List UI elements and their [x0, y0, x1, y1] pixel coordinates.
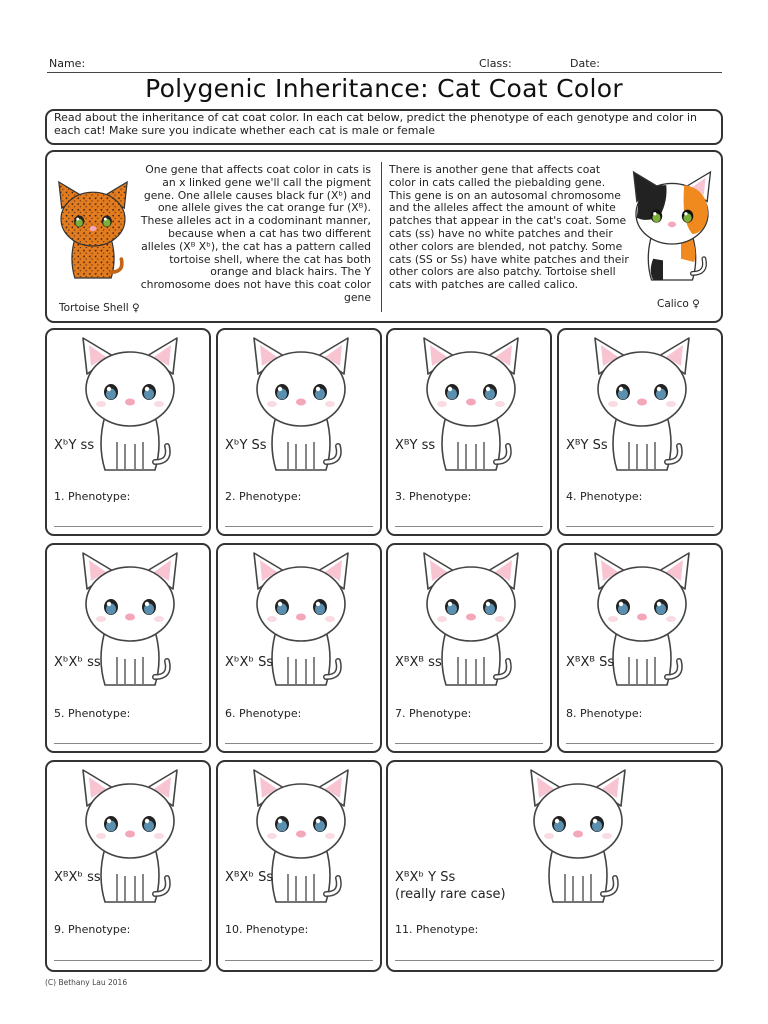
class-label: Class:: [479, 57, 512, 70]
cat-outline-icon: [416, 334, 526, 474]
rare-case-note: (really rare case): [395, 887, 506, 902]
cat-cell-10: [216, 760, 382, 972]
cat-outline-icon: [246, 766, 356, 906]
phenotype-label: 10. Phenotype:: [225, 923, 309, 936]
genotype-label: XᵇY ss: [54, 438, 95, 453]
calico-caption: Calico ♀: [657, 298, 700, 310]
phenotype-label: 2. Phenotype:: [225, 490, 302, 503]
info-divider: [381, 162, 382, 312]
cat-outline-icon: [523, 766, 633, 906]
name-label: Name:: [49, 57, 86, 70]
genotype-label: XᴮXᴮ ss: [395, 655, 442, 670]
tortoiseshell-cat-icon: [53, 160, 133, 300]
genotype-label: XᴮXᴮ Ss: [566, 655, 615, 670]
phenotype-label: 1. Phenotype:: [54, 490, 131, 503]
genotype-label: XᴮY Ss: [566, 438, 608, 453]
cat-cell-3: [386, 328, 552, 536]
genotype-label: XᵇXᵇ ss: [54, 655, 101, 670]
cat-cell-5: [45, 543, 211, 753]
phenotype-label: 5. Phenotype:: [54, 707, 131, 720]
cat-cell-11: [386, 760, 723, 972]
phenotype-label: 9. Phenotype:: [54, 923, 131, 936]
date-label: Date:: [570, 57, 600, 70]
answer-line[interactable]: [395, 743, 543, 744]
cat-cell-1: [45, 328, 211, 536]
cat-cell-8: [557, 543, 723, 753]
genotype-label: XᵇY Ss: [225, 438, 267, 453]
instructions-box: Read about the inheritance of cat coat color. In each cat below, predict the phenotype of each genotype and color in each cat! Make sure you indicate whether each cat is male or female: [45, 109, 723, 145]
pigment-gene-text: One gene that affects coat color in cats is an x linked gene we'll call the pigment gene. One allele causes black fur (Xᵇ) and one allele gives the cat orange fur (Xᴮ). These alleles act in a codominant manner, because when a cat has two different alleles (Xᴮ Xᵇ), the cat has a pattern called tortoise shell, where the cat has both orange and black hairs. The Y chromosome does not have this coat color gene: [140, 163, 371, 304]
answer-line[interactable]: [225, 743, 373, 744]
answer-line[interactable]: [395, 526, 543, 527]
genotype-label: XᴮXᵇ Ss: [225, 870, 274, 885]
genotype-label: XᴮXᵇ ss: [54, 870, 101, 885]
phenotype-label: 3. Phenotype:: [395, 490, 472, 503]
cat-cell-9: [45, 760, 211, 972]
tortoiseshell-caption: Tortoise Shell ♀: [59, 302, 140, 314]
answer-line[interactable]: [54, 743, 202, 744]
cat-outline-icon: [246, 334, 356, 474]
cat-outline-icon: [587, 334, 697, 474]
phenotype-label: 4. Phenotype:: [566, 490, 643, 503]
phenotype-label: 7. Phenotype:: [395, 707, 472, 720]
answer-line[interactable]: [225, 960, 373, 961]
cat-cell-4: [557, 328, 723, 536]
piebalding-gene-text: There is another gene that affects coat color in cats called the piebalding gene. This gene is on an autosomal chromosome and the alleles affect the amount of white patches that appear in the cat's coat. Some cats (ss) have no white patches and their other colors are blended, not patchy. Some cats (SS or Ss) have white patches and their other colors are also patchy. Tortoise shell cats with patches are called calico.: [389, 163, 629, 292]
genotype-label: XᵇXᵇ Ss: [225, 655, 274, 670]
cat-cell-7: [386, 543, 552, 753]
cat-outline-icon: [75, 334, 185, 474]
answer-line[interactable]: [566, 526, 714, 527]
header-line: [47, 56, 722, 73]
answer-line[interactable]: [54, 526, 202, 527]
phenotype-label: 11. Phenotype:: [395, 923, 479, 936]
genotype-label: XᴮY ss: [395, 438, 436, 453]
info-box: [45, 150, 723, 323]
phenotype-label: 8. Phenotype:: [566, 707, 643, 720]
answer-line[interactable]: [225, 526, 373, 527]
cat-cell-2: [216, 328, 382, 536]
calico-cat-icon: [627, 160, 717, 292]
answer-line[interactable]: [395, 960, 714, 961]
cat-cell-6: [216, 543, 382, 753]
page-title: Polygenic Inheritance: Cat Coat Color: [145, 74, 623, 103]
copyright-footer: (C) Bethany Lau 2016: [45, 978, 128, 987]
phenotype-label: 6. Phenotype:: [225, 707, 302, 720]
genotype-label: XᴮXᵇ Y Ss: [395, 870, 456, 885]
cat-outline-icon: [75, 766, 185, 906]
answer-line[interactable]: [54, 960, 202, 961]
answer-line[interactable]: [566, 743, 714, 744]
